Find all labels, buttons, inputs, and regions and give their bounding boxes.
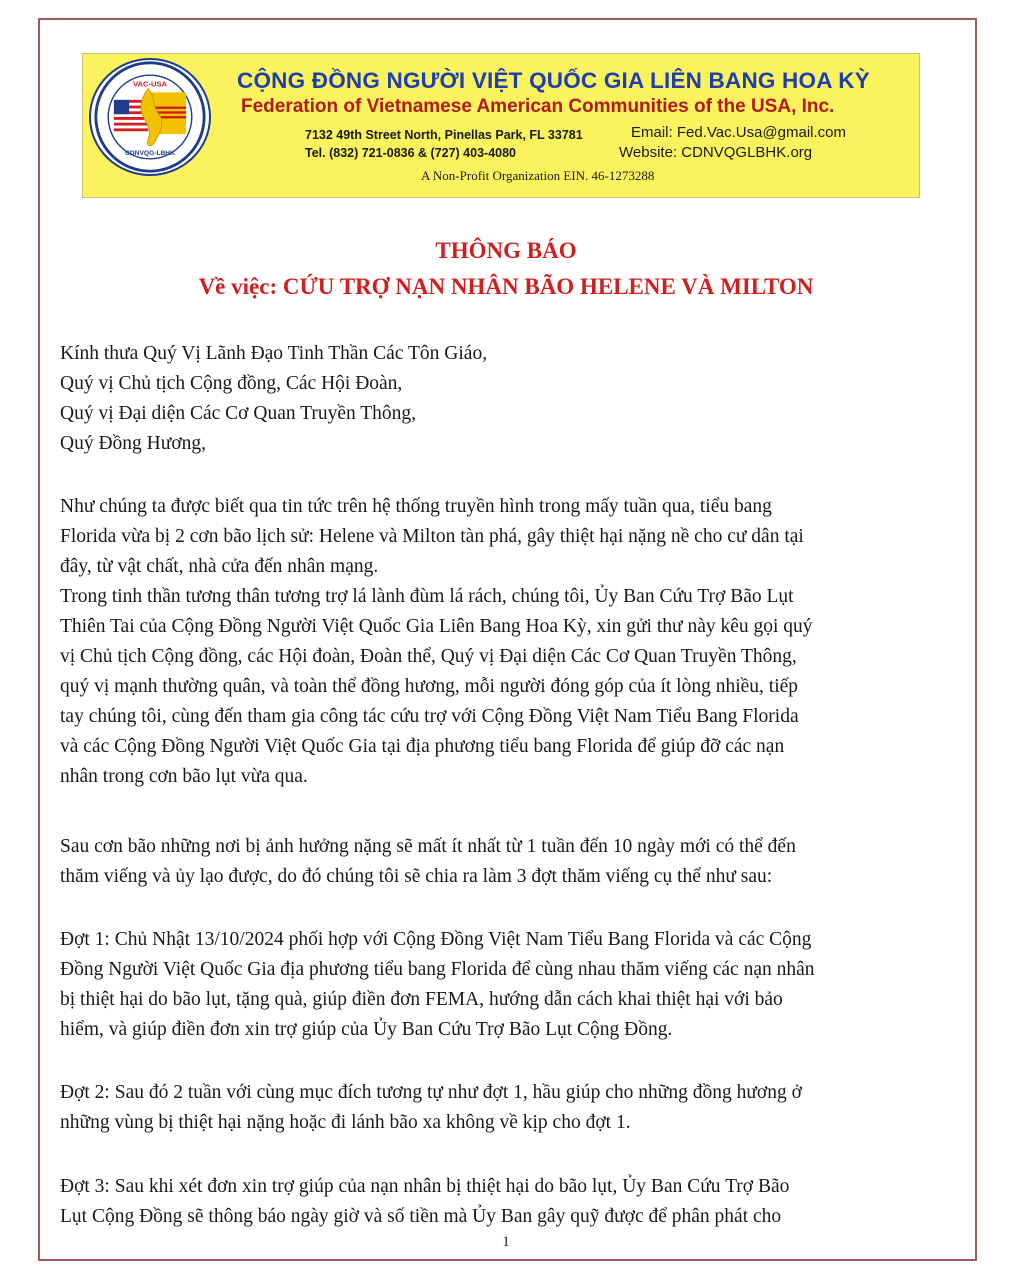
document-subtitle: Về việc: CỨU TRỢ NẠN NHÂN BÃO HELENE VÀ MILTON [198,274,814,299]
paragraph-line: Như chúng ta được biết qua tin tức trên hệ thống truyền hình trong mấy tuần qua, tiểu bang [60,496,772,517]
paragraph-line: quý vị mạnh thường quân, và toàn thể đồng hương, mỗi người đóng góp của ít lòng nhiều, tiếp [60,676,799,697]
salutation-line: Quý Đồng Hương, [60,433,207,454]
document-title: THÔNG BÁO [435,238,577,263]
logo-bottom-text: CDNVQG-LBHK [125,150,175,157]
paragraph-line: và các Cộng Đồng Người Việt Quốc Gia tại địa phương tiểu bang Florida để giúp đỡ các nạn [60,736,785,757]
page-number: 1 [502,1234,510,1250]
salutation-line: Quý vị Chủ tịch Cộng đồng, Các Hội Đoàn, [60,373,403,394]
org-website: Website: CDNVQGLBHK.org [619,144,813,161]
letterhead [82,53,920,198]
paragraph-line: đây, từ vật chất, nhà cửa đến nhân mạng. [60,556,379,577]
paragraph-line: Sau cơn bão những nơi bị ảnh hưởng nặng sẽ mất ít nhất từ 1 tuần đến 10 ngày mới có thể đến [60,836,796,857]
organization-logo [89,58,211,176]
paragraph-line: Trong tinh thần tương thân tương trợ lá lành đùm lá rách, chúng tôi, Ủy Ban Cứu Trợ Bão Lụt [60,586,794,607]
org-name-english: Federation of Vietnamese American Communities of the USA, Inc. [241,96,835,117]
paragraph-line: Đợt 3: Sau khi xét đơn xin trợ giúp của nạn nhân bị thiệt hại do bão lụt, Ủy Ban Cứu Trợ Bão [60,1176,790,1197]
salutation [60,339,960,459]
logo-emblem-icon [91,60,209,174]
paragraph-phase-2 [60,1078,960,1138]
paragraph-line: bị thiệt hại do bão lụt, tặng quà, giúp điền đơn FEMA, hướng dẫn cách khai thiệt hại với bảo [60,989,783,1010]
paragraph-line: Lụt Cộng Đồng sẽ thông báo ngày giờ và số tiền mà Ủy Ban gây quỹ được để phân phát cho [60,1206,782,1227]
salutation-line: Quý vị Đại diện Các Cơ Quan Truyền Thông, [60,403,417,424]
paragraph-schedule [60,832,960,892]
paragraph-intro [60,492,960,792]
paragraph-line: Florida vừa bị 2 cơn bão lịch sử: Helene và Milton tàn phá, gây thiệt hại nặng nề cho cư dân tại [60,526,804,547]
paragraph-line: những vùng bị thiệt hại nặng hoặc đi lánh bão xa không về kịp cho đợt 1. [60,1112,631,1133]
paragraph-line: vị Chủ tịch Cộng đồng, các Hội đoàn, Đoàn thể, Quý vị Đại diện Các Cơ Quan Truyền Thông, [60,646,797,667]
paragraph-line: nhân trong cơn bão lụt vừa qua. [60,766,308,787]
org-name-vietnamese: CỘNG ĐỒNG NGƯỜI VIỆT QUỐC GIA LIÊN BANG HOA KỲ [237,68,870,93]
org-nonprofit-ein: A Non-Profit Organization EIN. 46-1273288 [421,168,655,183]
paragraph-line: Đợt 1: Chủ Nhật 13/10/2024 phối hợp với Cộng Đồng Việt Nam Tiểu Bang Florida và các Cộng [60,929,812,950]
org-phone: Tel. (832) 721-0836 & (727) 403-4080 [305,146,517,160]
org-address: 7132 49th Street North, Pinellas Park, FL 33781 [305,128,583,142]
paragraph-line: Thiên Tai của Cộng Đồng Người Việt Quốc Gia Liên Bang Hoa Kỳ, xin gửi thư này kêu gọi quý [60,616,813,637]
paragraph-line: Đợt 2: Sau đó 2 tuần với cùng mục đích tương tự như đợt 1, hầu giúp cho những đồng hương ở [60,1082,802,1103]
org-email: Email: Fed.Vac.Usa@gmail.com [631,124,847,141]
paragraph-phase-1 [60,925,960,1045]
paragraph-line: Đồng Người Việt Quốc Gia địa phương tiểu bang Florida để cùng nhau thăm viếng các nạn nhân [60,959,815,980]
salutation-line: Kính thưa Quý Vị Lãnh Đạo Tinh Thần Các Tôn Giáo, [60,343,488,364]
paragraph-line: tay chúng tôi, cùng đến tham gia công tác cứu trợ với Cộng Đồng Việt Nam Tiểu Bang Florida [60,706,799,727]
paragraph-phase-3 [60,1172,960,1232]
paragraph-line: thăm viếng và ủy lạo được, do đó chúng tôi sẽ chia ra làm 3 đợt thăm viếng cụ thể như sau: [60,866,773,887]
paragraph-line: hiểm, và giúp điền đơn xin trợ giúp của Ủy Ban Cứu Trợ Bão Lụt Cộng Đồng. [60,1019,673,1040]
logo-top-text: VAC-USA [132,79,168,89]
